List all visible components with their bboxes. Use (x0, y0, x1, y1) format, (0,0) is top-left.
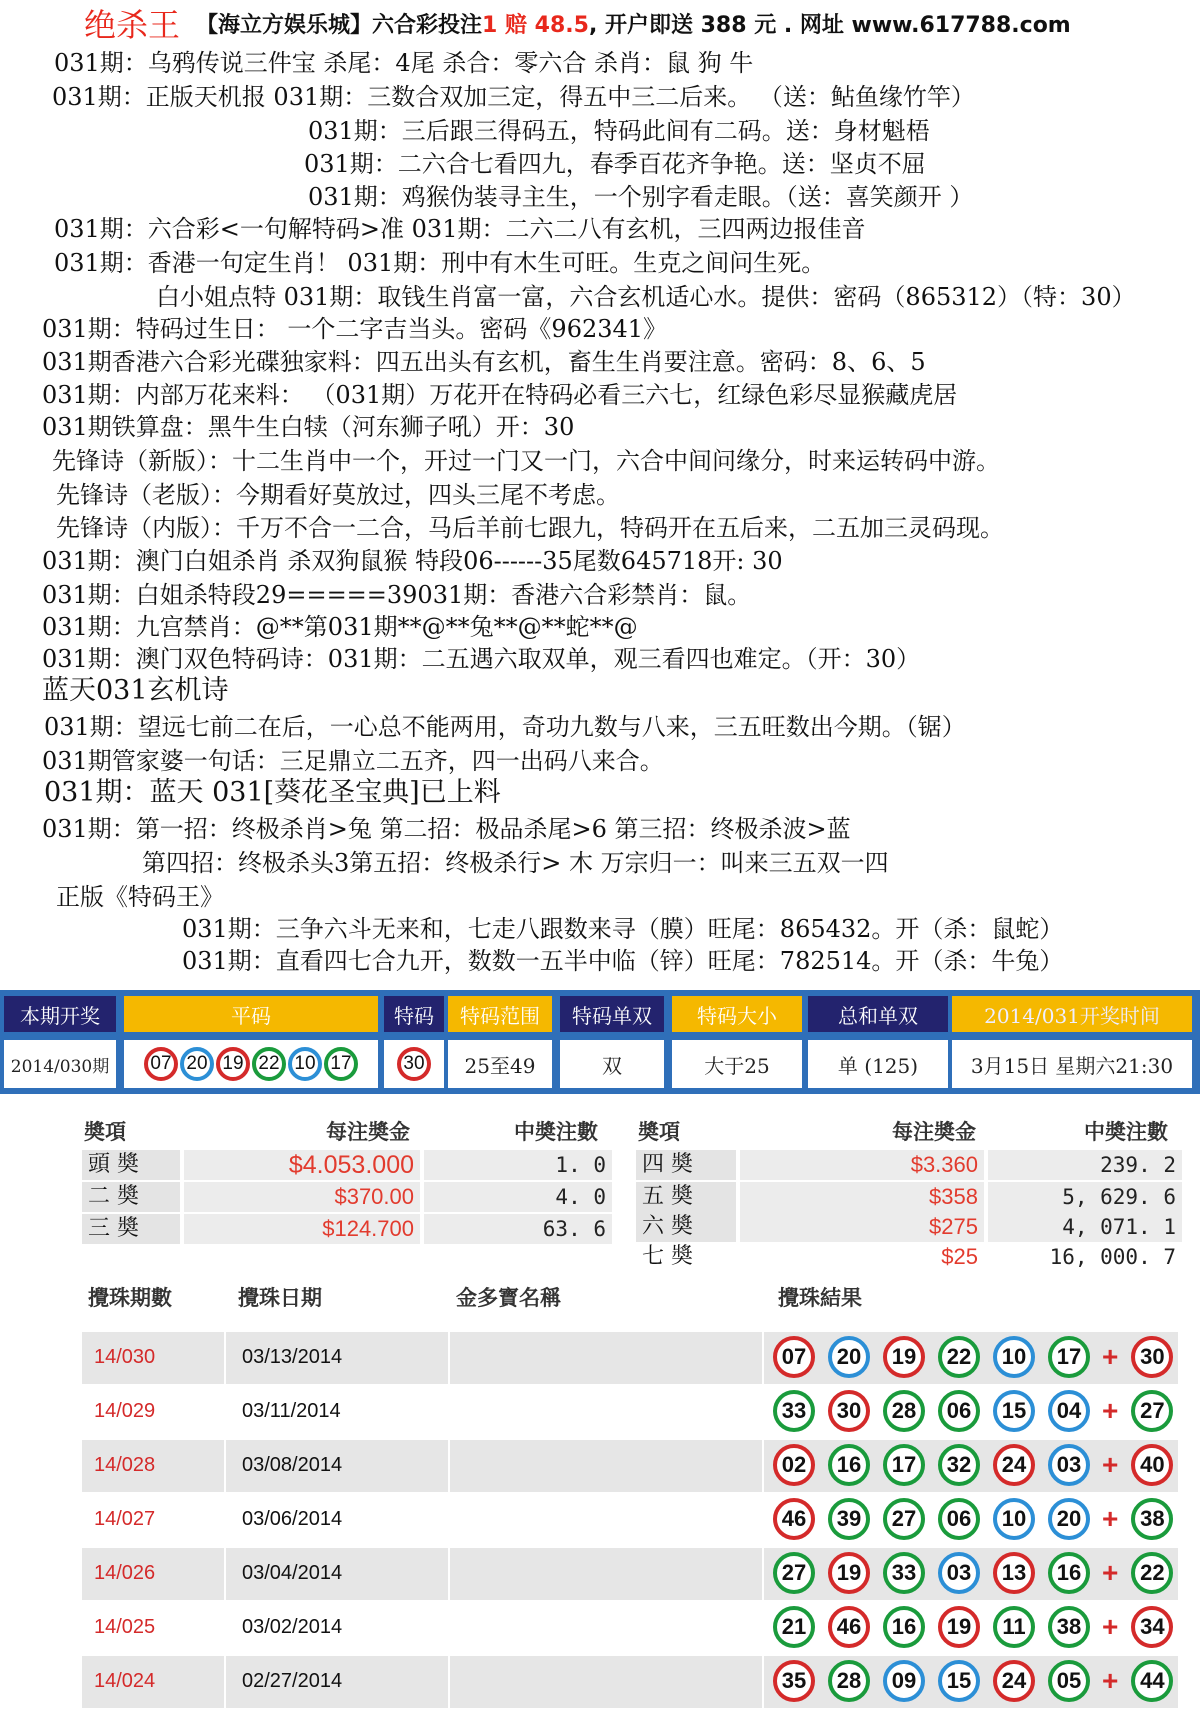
ball: 32 (938, 1444, 980, 1486)
ball: 28 (828, 1660, 870, 1702)
ball: 03 (938, 1552, 980, 1594)
special-ball: 27 (1131, 1390, 1173, 1432)
history-balls (772, 1606, 1185, 1648)
history-balls (772, 1552, 1185, 1594)
prediction-line: 第四招：终极杀头3第五招：终极杀行> 木 万宗归一：叫来三五双一四 (142, 849, 889, 877)
plus-sign: + (1102, 1611, 1119, 1642)
prediction-line: 031期：第一招：终极杀肖>兔 第二招：极品杀尾>6 第三招：终极杀波>蓝 (42, 815, 851, 843)
ball: 28 (883, 1390, 925, 1432)
ball: 05 (1048, 1660, 1090, 1702)
header-special: 特码 (384, 996, 444, 1032)
history-period: 14/027 (94, 1508, 156, 1530)
ball: 24 (993, 1660, 1035, 1702)
banner-odds: 1 赔 48.5 (482, 13, 589, 38)
prize-label: 四 奬 (636, 1150, 736, 1180)
ball: 46 (773, 1498, 815, 1540)
prediction-line: 031期铁算盘：黑牛生白犊（河东狮子吼）开：30 (42, 413, 575, 441)
draw-range: 25至49 (448, 1040, 552, 1088)
banner-suffix: , 开户即送 388 元 . 网址 www.617788.com (588, 13, 1071, 38)
prize-label: 頭 奬 (82, 1150, 180, 1180)
draw-normal-balls (124, 1040, 378, 1088)
prize-amount: $3.360 (740, 1150, 984, 1180)
plus-sign: + (1102, 1557, 1119, 1588)
prediction-line: 先锋诗（老版）：今期看好莫放过，四头三尾不考虑。 (56, 481, 620, 509)
ball: 15 (938, 1660, 980, 1702)
prediction-line: 031期：澳门双色特码诗：031期：二五遇六取双单，观三看四也难定。（开：30） (42, 645, 921, 673)
history-date: 03/08/2014 (242, 1454, 343, 1476)
history-date: 03/04/2014 (242, 1562, 343, 1584)
prediction-line: 031期：望远七前二在后，一心总不能两用，奇功九数与八来，三五旺数出今期。（锯） (44, 713, 966, 741)
history-date: 03/11/2014 (242, 1400, 341, 1422)
section-heading: 正版《特码王》 (56, 883, 224, 911)
prize-count: 4. 0 (424, 1182, 612, 1212)
history-header-result: 攪珠結果 (778, 1285, 862, 1310)
prediction-line: 031期：九宫禁肖：@**第031期**@**兔**@**蛇**@ (42, 613, 638, 641)
prize-label: 三 奬 (82, 1214, 180, 1244)
prediction-line: 031期：二六合七看四九，春季百花齐争艳。送：坚贞不屈 (304, 150, 926, 178)
prediction-line: 031期：蓝天 031[葵花圣宝典]已上料 (44, 777, 501, 808)
history-period: 14/029 (94, 1400, 156, 1422)
ball: 19 (828, 1552, 870, 1594)
ball: 11 (993, 1606, 1035, 1648)
ball: 22 (252, 1047, 286, 1081)
ball: 10 (288, 1047, 322, 1081)
ball: 07 (773, 1336, 815, 1378)
ball: 22 (938, 1336, 980, 1378)
prediction-line: 031期：乌鸦传说三件宝 杀尾：4尾 杀合：零六合 杀肖：鼠 狗 牛 (54, 49, 754, 77)
prize-header-amount: 每注奬金 (892, 1119, 976, 1144)
ball: 02 (773, 1444, 815, 1486)
draw-sum-odd-even: 单 (125) (808, 1040, 948, 1088)
prediction-line: 031期：三争六斗无来和，七走八跟数来寻（膜）旺尾：865432。开（杀：鼠蛇） (182, 915, 1064, 943)
ball: 20 (180, 1047, 214, 1081)
ball: 20 (828, 1336, 870, 1378)
prize-header-count: 中奬注數 (1084, 1119, 1168, 1144)
history-balls (772, 1660, 1185, 1702)
prize-label: 七 奬 (636, 1242, 736, 1272)
prize-count: 5, 629. 6 (988, 1182, 1182, 1212)
history-row (82, 1494, 1178, 1546)
prediction-line: 031期：白姐杀特段29=====39031期：香港六合彩禁肖：鼠。 (42, 581, 752, 609)
ball: 16 (828, 1444, 870, 1486)
prediction-line: 白小姐点特 031期：取钱生肖富一富，六合玄机适心水。提供：密码（865312）（特：30） (156, 283, 1136, 311)
ball: 17 (324, 1047, 358, 1081)
prize-header-item: 奬項 (84, 1119, 126, 1144)
ball: 10 (993, 1498, 1035, 1540)
prediction-line: 031期：特码过生日： 一个二字吉当头。密码《962341》 (42, 315, 668, 343)
prize-row (82, 1150, 612, 1180)
history-period: 14/028 (94, 1454, 156, 1476)
prize-header-amount: 每注奬金 (326, 1119, 410, 1144)
special-ball: 30 (397, 1047, 431, 1081)
prediction-line: 031期：六合彩<一句解特码>准 031期：二六二八有玄机，三四两边报佳音 (54, 215, 866, 243)
plus-sign: + (1102, 1341, 1119, 1372)
history-balls (772, 1336, 1185, 1378)
prize-label: 二 奬 (82, 1182, 180, 1212)
history-balls (772, 1390, 1185, 1432)
prize-row (636, 1242, 1182, 1272)
prediction-line: 031期：澳门白姐杀肖 杀双狗鼠猴 特段06------35尾数645718开: 30 (42, 547, 783, 575)
prediction-line: 先锋诗（新版）：十二生肖中一个，开过一门又一门，六合中间问缘分，时来运转码中游。 (52, 447, 1000, 475)
history-date: 03/13/2014 (242, 1346, 343, 1368)
ball: 07 (144, 1047, 178, 1081)
prize-amount: $275 (740, 1212, 984, 1242)
ball: 10 (993, 1336, 1035, 1378)
plus-sign: + (1102, 1395, 1119, 1426)
history-date: 03/06/2014 (242, 1508, 343, 1530)
prize-amount: $358 (740, 1182, 984, 1212)
page-header (0, 0, 1200, 46)
ball: 13 (993, 1552, 1035, 1594)
header-odd-even: 特码单双 (560, 996, 664, 1032)
prize-count: 239. 2 (988, 1150, 1182, 1180)
ball: 17 (883, 1444, 925, 1486)
ball: 35 (773, 1660, 815, 1702)
section-heading: 蓝天031玄机诗 (42, 675, 229, 706)
prize-amount: $25 (740, 1242, 984, 1272)
special-ball: 30 (1131, 1336, 1173, 1378)
history-row (82, 1656, 1178, 1708)
ball: 24 (993, 1444, 1035, 1486)
history-header-name: 金多寳名稱 (456, 1285, 561, 1310)
ball: 04 (1048, 1390, 1090, 1432)
special-ball: 34 (1131, 1606, 1173, 1648)
ball: 19 (216, 1047, 250, 1081)
history-row (82, 1386, 1178, 1438)
prize-header-count: 中奬注數 (514, 1119, 598, 1144)
ball: 19 (883, 1336, 925, 1378)
ball: 15 (993, 1390, 1035, 1432)
ball: 19 (938, 1606, 980, 1648)
ball: 27 (883, 1498, 925, 1540)
prize-amount: $370.00 (184, 1182, 420, 1212)
special-ball: 40 (1131, 1444, 1173, 1486)
prediction-line: 031期：直看四七合九开，数数一五半中临（锌）旺尾：782514。开（杀：牛兔） (182, 947, 1064, 975)
prize-count: 63. 6 (424, 1214, 612, 1244)
ball: 39 (828, 1498, 870, 1540)
history-row (82, 1548, 1178, 1600)
draw-time: 3月15日 星期六21:30 (952, 1040, 1192, 1088)
header-draw-time: 2014/031开奖时间 (952, 996, 1192, 1032)
prize-row (82, 1182, 612, 1212)
special-ball: 22 (1131, 1552, 1173, 1594)
ball: 16 (883, 1606, 925, 1648)
header-range: 特码范围 (448, 996, 552, 1032)
prize-amount: $124.700 (184, 1214, 420, 1244)
draw-odd-even: 双 (560, 1040, 664, 1088)
prize-label: 五 奬 (636, 1182, 736, 1212)
prize-row (636, 1182, 1182, 1212)
header-sum-odd-even: 总和单双 (808, 996, 948, 1032)
header-period: 本期开奖 (4, 996, 116, 1032)
ball: 17 (1048, 1336, 1090, 1378)
ball: 09 (883, 1660, 925, 1702)
prediction-line: 031期：内部万花来料： （031期）万花开在特码必看三六七，红绿色彩尽显猴藏虎居 (42, 381, 958, 409)
history-header-date: 攪珠日期 (238, 1285, 322, 1310)
special-ball: 44 (1131, 1660, 1173, 1702)
ball: 06 (938, 1390, 980, 1432)
history-period: 14/026 (94, 1562, 156, 1584)
prize-row (636, 1212, 1182, 1242)
plus-sign: + (1102, 1665, 1119, 1696)
prize-count: 16, 000. 7 (988, 1242, 1182, 1272)
prize-table-left (82, 1110, 612, 1260)
history-date: 02/27/2014 (242, 1670, 343, 1692)
prediction-line: 先锋诗（内版）：千万不合一二合，马后羊前七跟九，特码开在五后来，二五加三灵码现。 (56, 514, 1004, 542)
draw-special-ball (384, 1040, 444, 1088)
plus-sign: + (1102, 1503, 1119, 1534)
header-big-small: 特码大小 (672, 996, 802, 1032)
special-ball: 38 (1131, 1498, 1173, 1540)
draw-period: 2014/030期 (4, 1040, 116, 1088)
prediction-line: 031期：香港一句定生肖！ 031期：刑中有木生可旺。生克之间问生死。 (54, 249, 826, 277)
prediction-line: 031期管家婆一句话：三足鼎立二五齐，四一出码八来合。 (42, 747, 664, 775)
current-draw-panel (0, 990, 1200, 1094)
history-date: 03/02/2014 (242, 1616, 343, 1638)
history-balls (772, 1444, 1185, 1486)
prize-count: 4, 071. 1 (988, 1212, 1182, 1242)
history-header-period: 攪珠期數 (88, 1285, 172, 1310)
ball: 03 (1048, 1444, 1090, 1486)
history-period: 14/025 (94, 1616, 156, 1638)
history-period: 14/024 (94, 1670, 156, 1692)
ball: 16 (1048, 1552, 1090, 1594)
prize-header-item: 奬項 (638, 1119, 680, 1144)
header-normal: 平码 (124, 996, 378, 1032)
ball: 20 (1048, 1498, 1090, 1540)
history-row (82, 1332, 1178, 1384)
prize-count: 1. 0 (424, 1150, 612, 1180)
history-row (82, 1602, 1178, 1654)
plus-sign: + (1102, 1449, 1119, 1480)
prize-row (82, 1214, 612, 1244)
prediction-line: 031期：正版天机报 031期：三数合双加三定，得五中三二后来。 （送：鲇鱼缘竹竿） (52, 83, 975, 111)
brand-title: 绝杀王 (84, 6, 181, 44)
ball: 33 (883, 1552, 925, 1594)
prize-table-right (636, 1110, 1182, 1280)
ball: 46 (828, 1606, 870, 1648)
ball: 30 (828, 1390, 870, 1432)
ball: 33 (773, 1390, 815, 1432)
ball: 06 (938, 1498, 980, 1540)
prize-amount: $4.053.000 (184, 1150, 420, 1180)
prediction-line: 031期香港六合彩光碟独家料：四五出头有玄机，畜生生肖要注意。密码：8、6、5 (42, 348, 926, 376)
history-balls (772, 1498, 1185, 1540)
banner-prefix: 【海立方娱乐城】六合彩投注 (196, 13, 483, 38)
draw-big-small: 大于25 (672, 1040, 802, 1088)
prize-label: 六 奬 (636, 1212, 736, 1242)
ball: 38 (1048, 1606, 1090, 1648)
prize-row (636, 1150, 1182, 1180)
ad-banner[interactable] (196, 8, 1071, 39)
ball: 27 (773, 1552, 815, 1594)
history-row (82, 1440, 1178, 1492)
prediction-line: 031期：鸡猴伪装寻主生，一个别字看走眼。（送：喜笑颜开 ） (308, 183, 974, 211)
history-period: 14/030 (94, 1346, 156, 1368)
prediction-line: 031期：三后跟三得码五，特码此间有二码。送：身材魁梧 (308, 117, 930, 145)
ball: 21 (773, 1606, 815, 1648)
